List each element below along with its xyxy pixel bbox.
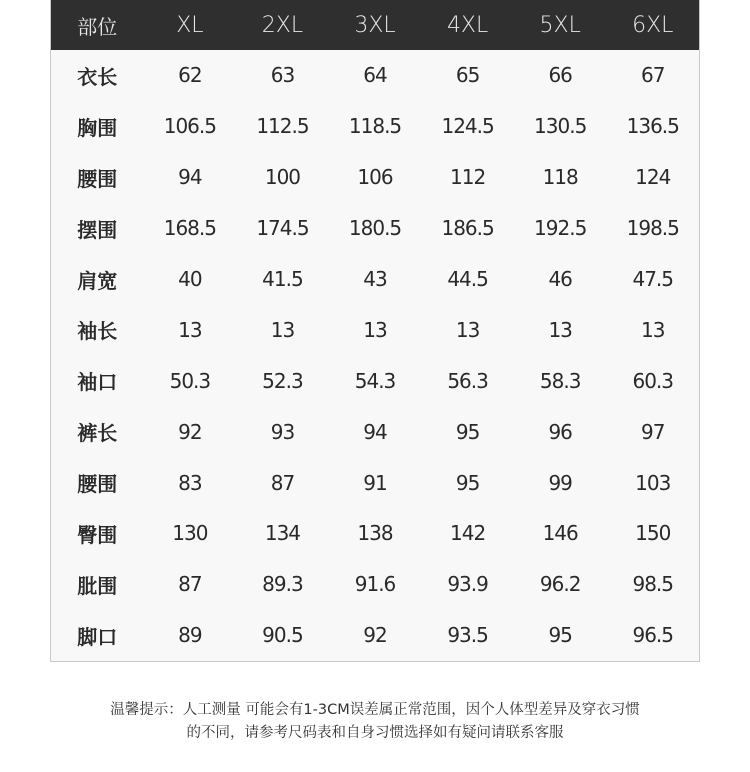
table-body bbox=[51, 50, 699, 661]
table-cell: 124.5 bbox=[441, 114, 494, 139]
table-cell: 95 bbox=[548, 623, 572, 648]
header-cell-xl: XL bbox=[176, 12, 204, 38]
table-cell: 97 bbox=[641, 419, 665, 444]
table-cell: 118 bbox=[542, 165, 578, 190]
table-row bbox=[51, 203, 699, 254]
table-cell: 136.5 bbox=[626, 114, 679, 139]
table-cell: 95 bbox=[455, 470, 480, 495]
table-cell: 192.5 bbox=[534, 216, 587, 241]
table-cell: 91 bbox=[363, 470, 387, 495]
table-cell: 112 bbox=[450, 165, 486, 190]
row-label: 袖口 bbox=[77, 370, 118, 395]
table-cell: 134 bbox=[264, 521, 301, 546]
header-cell-6xl: 6XL bbox=[632, 12, 674, 38]
table-cell: 50.3 bbox=[169, 368, 211, 393]
table-cell: 94 bbox=[363, 419, 387, 444]
table-cell: 91.6 bbox=[354, 572, 396, 597]
table-cell: 67 bbox=[641, 63, 665, 88]
table-cell: 198.5 bbox=[626, 216, 679, 241]
table-cell: 92 bbox=[178, 419, 202, 444]
table-cell: 52.3 bbox=[262, 368, 303, 393]
table-cell: 130 bbox=[172, 521, 208, 546]
table-cell: 100 bbox=[264, 165, 301, 190]
header-cell-3xl: 3XL bbox=[354, 12, 396, 38]
table-cell: 13 bbox=[178, 317, 202, 342]
table-row bbox=[51, 559, 699, 610]
table-row bbox=[51, 50, 699, 101]
table-cell: 150 bbox=[635, 521, 671, 546]
table-cell: 46 bbox=[548, 267, 572, 291]
row-label: 腰围 bbox=[77, 166, 118, 191]
table-cell: 13 bbox=[641, 317, 665, 342]
table-cell: 43 bbox=[363, 267, 387, 291]
row-label: 脚口 bbox=[77, 624, 118, 649]
table-cell: 63 bbox=[270, 63, 295, 88]
row-label: 臀围 bbox=[77, 522, 118, 547]
table-cell: 66 bbox=[548, 63, 572, 88]
header-cell-5xl: 5XL bbox=[539, 12, 581, 38]
row-label: 袖长 bbox=[77, 319, 118, 344]
table-cell: 62 bbox=[178, 63, 202, 88]
size-table bbox=[50, 0, 700, 662]
table-cell: 92 bbox=[363, 623, 387, 648]
table-row bbox=[51, 508, 699, 559]
table-row bbox=[51, 610, 699, 661]
table-cell: 118.5 bbox=[348, 114, 402, 139]
table-cell: 142 bbox=[450, 521, 486, 546]
table-cell: 112.5 bbox=[256, 114, 309, 139]
table-cell: 96 bbox=[548, 419, 572, 444]
table-cell: 94 bbox=[178, 165, 202, 190]
table-cell: 89.3 bbox=[262, 572, 303, 597]
table-cell: 89 bbox=[178, 623, 202, 648]
table-cell: 93 bbox=[270, 419, 295, 444]
row-label: 肶围 bbox=[77, 573, 118, 598]
table-row bbox=[51, 406, 699, 457]
header-cell-part: 部位 bbox=[77, 14, 118, 39]
table-cell: 138 bbox=[357, 521, 393, 546]
table-cell: 87 bbox=[270, 470, 295, 495]
header-cell-2xl: 2XL bbox=[261, 12, 304, 38]
row-label: 肩宽 bbox=[77, 268, 118, 293]
table-cell: 65 bbox=[455, 63, 480, 88]
table-row bbox=[51, 152, 699, 203]
table-row bbox=[51, 254, 699, 305]
table-cell: 13 bbox=[455, 317, 480, 342]
table-cell: 130.5 bbox=[534, 114, 587, 139]
tip-note-line1: 温馨提示：人工测量 可能会有1-3CM误差属正常范围，因个人体型差异及穿衣习惯 bbox=[110, 702, 640, 718]
table-cell: 180.5 bbox=[348, 216, 402, 241]
table-cell: 186.5 bbox=[441, 216, 494, 241]
table-cell: 58.3 bbox=[539, 368, 581, 393]
table-cell: 168.5 bbox=[163, 216, 216, 241]
table-cell: 56.3 bbox=[447, 368, 488, 393]
table-row bbox=[51, 457, 699, 508]
table-row bbox=[51, 355, 699, 406]
table-cell: 90.5 bbox=[262, 623, 303, 648]
table-cell: 60.3 bbox=[632, 368, 674, 393]
table-cell: 96.2 bbox=[539, 572, 581, 597]
table-cell: 99 bbox=[548, 470, 572, 495]
table-cell: 13 bbox=[270, 317, 295, 342]
tip-note-line2: 的不同，请参考尺码表和自身习惯选择如有疑问请联系客服 bbox=[186, 725, 564, 741]
table-cell: 98.5 bbox=[632, 572, 674, 597]
table-cell: 64 bbox=[363, 63, 387, 88]
table-cell: 124 bbox=[635, 165, 671, 190]
table-cell: 13 bbox=[363, 317, 387, 342]
header-cell-4xl: 4XL bbox=[446, 12, 489, 38]
table-cell: 96.5 bbox=[632, 623, 674, 648]
table-row bbox=[51, 304, 699, 355]
table-cell: 83 bbox=[178, 470, 202, 495]
table-cell: 146 bbox=[542, 521, 578, 546]
table-cell: 93.5 bbox=[447, 623, 488, 648]
row-label: 摆围 bbox=[77, 217, 118, 242]
row-label: 衣长 bbox=[77, 64, 118, 89]
row-label: 裤长 bbox=[77, 421, 118, 446]
table-cell: 106 bbox=[357, 165, 393, 190]
table-cell: 103 bbox=[635, 470, 671, 495]
table-cell: 44.5 bbox=[447, 267, 488, 291]
table-cell: 54.3 bbox=[354, 368, 396, 393]
table-cell: 95 bbox=[455, 419, 480, 444]
table-cell: 93.9 bbox=[447, 572, 488, 597]
table-header bbox=[51, 0, 699, 50]
table-cell: 13 bbox=[548, 317, 572, 342]
table-cell: 174.5 bbox=[256, 216, 309, 241]
table-cell: 40 bbox=[178, 267, 202, 291]
row-label: 胸围 bbox=[77, 115, 118, 140]
row-label: 腰围 bbox=[77, 472, 118, 497]
table-cell: 87 bbox=[178, 572, 202, 597]
table-cell: 41.5 bbox=[262, 267, 303, 291]
table-cell: 47.5 bbox=[632, 267, 674, 291]
table-row bbox=[51, 101, 699, 152]
table-cell: 106.5 bbox=[163, 114, 216, 139]
